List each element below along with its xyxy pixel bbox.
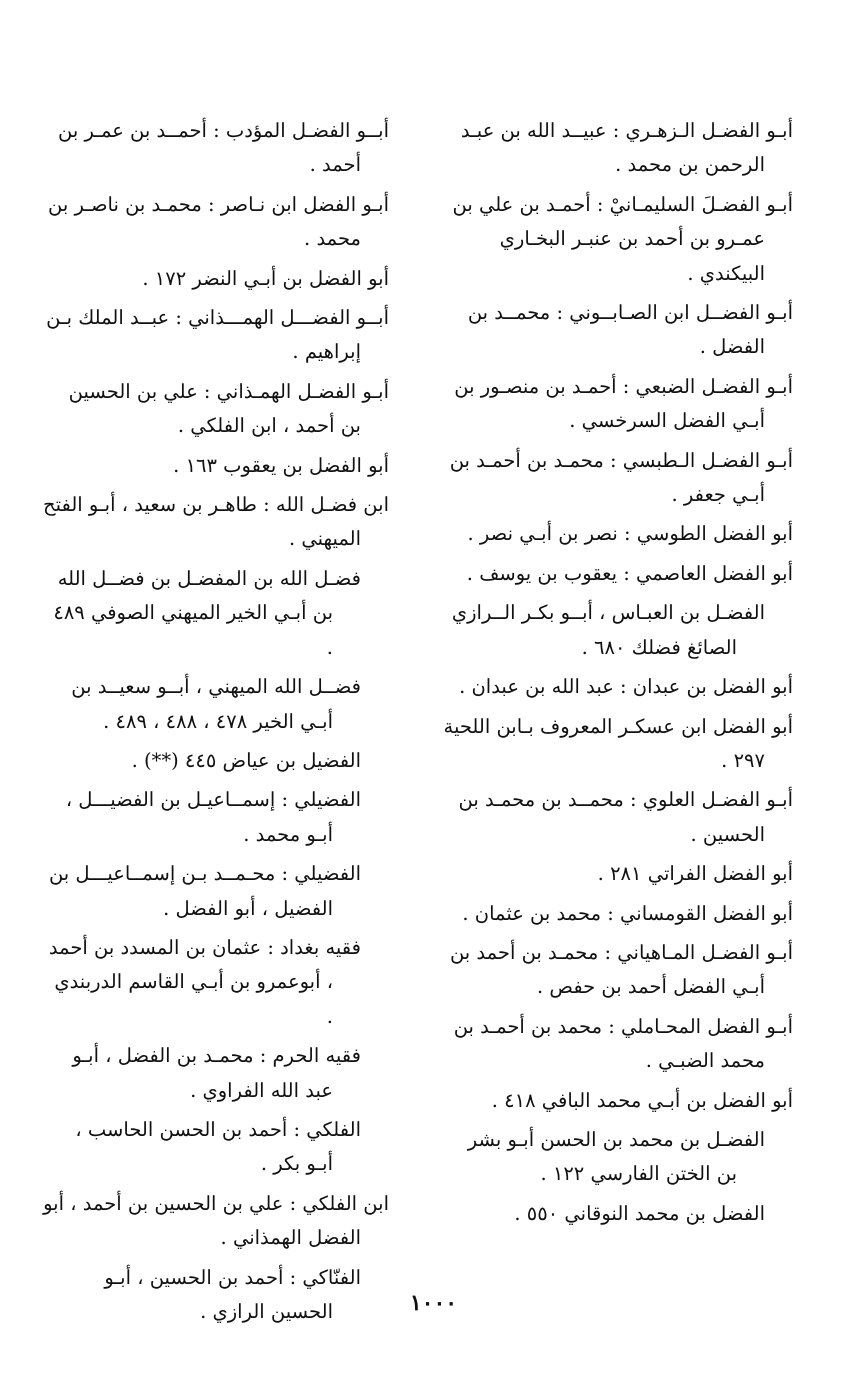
index-entry: أبــو الفضـــل الهمـــذاني : عبــد الملك بـن إبراهيم . <box>46 306 389 364</box>
index-entry: الفلكي : أحمد بن الحسن الحاسب ، أبـو بكر . <box>75 1117 361 1176</box>
index-entry: الفضيل بن عياض ٤٤٥ (**) . <box>131 748 361 772</box>
index-entry: أبـو الفضــل ابن الصـابــوني : محمــد بن الفضل . <box>467 301 793 359</box>
index-entry: أبـو الفضـل الهمـذاني : علي بن الحسين بن أحمد ، ابن الفلكي . <box>68 379 389 438</box>
index-entry: أبو الفضل الطوسي : نصر بن أبـي نصر . <box>467 522 793 546</box>
index-column-left <box>43 114 389 1329</box>
index-entry: أبـو الفضـل المـاهياني : محمـد بن أحمد بن أبـي الفضل أحمد بن حفص . <box>449 940 793 999</box>
index-entry: أبـو الفضـل الـطبسي : محمـد بن أحمـد بن أبـي جعفر . <box>449 448 793 507</box>
page-number: ١٠٠٠ <box>409 1290 458 1316</box>
index-entry: أبـو الفضـل الـزهـري : عبيــد الله بن عبـد الرحمن بن محمد . <box>460 119 793 177</box>
index-entry: ابن فضـل الله : طاهـر بن سعيد ، أبـو الفتح الميهني . <box>42 493 389 551</box>
index-entry: أبــو الفضـل المؤدب : أحمــد بن عمـر بن أحمد . <box>58 119 389 177</box>
index-entry: أبو الفضل الفراتي ٢٨١ . <box>597 862 793 886</box>
index-entry: فقيه الحرم : محمـد بن الفضل ، أبـو عبد الله الفراوي . <box>72 1044 361 1102</box>
index-entry: فقيه بغداد : عثمان بن المسدد بن أحمد ، أبوعمرو بن أبـي القاسم الدربندي . <box>48 935 361 1028</box>
index-entry: الفضيلي : إسمــاعيـل بن الفضيـــل ، أبـو محمد . <box>65 788 361 846</box>
index-entry: أبو الفضل ابن عسكـر المعروف بـابن اللحية ٢٩٧ . <box>443 714 793 772</box>
index-entry: أبـو الفضـل الضبعي : أحمـد بن منصـور بن أبـي الفضل السرخسي . <box>454 374 793 433</box>
index-entry: أبو الفضل القومساني : محمد بن عثمان . <box>462 901 793 925</box>
index-entry: أبو الفضل بن عبدان : عبد الله بن عبدان . <box>459 675 793 699</box>
index-entry: أبو الفضل بن أبـي النضر ١٧٢ . <box>142 266 389 290</box>
index-entry: الفضـل بن العبـاس ، أبــو بكـر الــرازي الصائغ فضلك ٦٨٠ . <box>451 601 765 659</box>
index-entry: الفنّاكي : أحمد بن الحسين ، أبـو الحسين الرازي . <box>104 1265 361 1323</box>
index-entry: أبو الفضل العاصمي : يعقوب بن يوسف . <box>466 561 793 585</box>
index-entry: فضــل الله الميهني ، أبــو سعيــد بن أبـي الخير ٤٧٨ ، ٤٨٨ ، ٤٨٩ . <box>71 675 361 733</box>
index-entry: أبـو الفضل المحـاملي : محمد بن أحمـد بن محمد الضبـي . <box>453 1014 793 1073</box>
index-entry: الفضيلي : محـمــد بـن إسمــاعيـــل بن الفضيل ، أبو الفضل . <box>48 862 361 920</box>
index-entry: فضـل الله بن المفضـل بن فضــل الله بن أبـي الخير الميهني الصوفي ٤٨٩ . <box>53 566 361 659</box>
index-entry: أبـو الفضـلَ السليمـانيْ : أحمـد بن علي بن عمـرو بن أحمد بن عنبـر البخـاري البيكندي . <box>452 192 793 285</box>
index-entry: أبـو الفضـل العلوي : محمــد بن محمـد بن الحسين . <box>458 788 793 846</box>
index-entry: ابن الفلكي : علي بن الحسين بن أحمد ، أبو الفضل الهمذاني . <box>43 1191 389 1250</box>
index-column-right <box>443 114 793 1231</box>
index-entry: أبو الفضل بن أبـي محمد البافي ٤١٨ . <box>491 1088 793 1112</box>
index-entry: الفضل بن محمد النوقاني ٥٥٠ . <box>514 1201 765 1225</box>
index-entry: أبو الفضل بن يعقوب ١٦٣ . <box>173 453 389 477</box>
index-entry: الفضـل بن محمد بن الحسن أبـو بشر بن الختن الفارسي ١٢٢ . <box>467 1127 765 1186</box>
index-entry: أبـو الفضل ابن نـاصر : محمـد بن ناصـر بن محمد . <box>48 192 389 251</box>
